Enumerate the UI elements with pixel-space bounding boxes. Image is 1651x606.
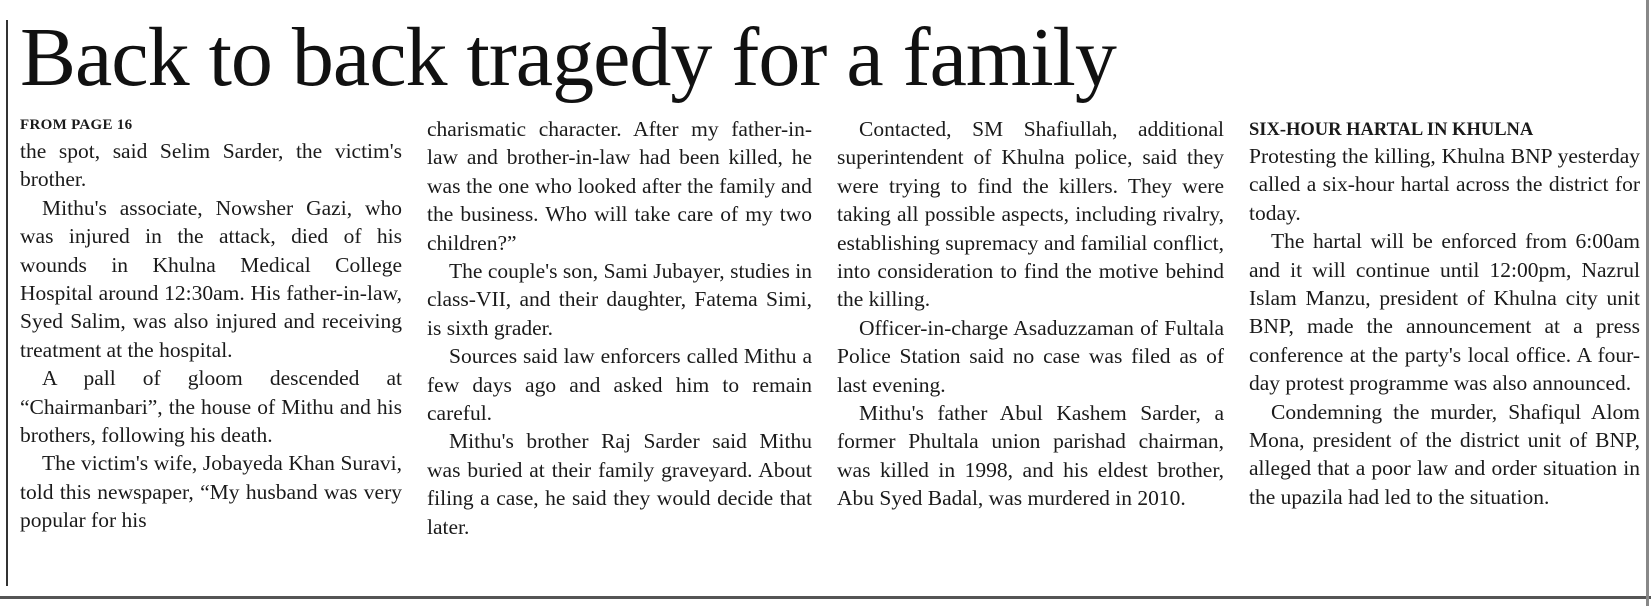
article-headline: Back to back tragedy for a family [20,11,1116,104]
paragraph: Condemning the murder, Shafiqul Alom Mona, president of the district unit of BNP, alleged that a poor law and order situation in the upazila had led to the situation. [1249,399,1640,509]
right-edge-rule [1646,0,1649,606]
paragraph: Mithu's brother Raj Sarder said Mithu was buried at their family graveyard. About filing a case, he said they would decide that later. [427,429,812,539]
paragraph: Mithu's associate, Nowsher Gazi, who was injured in the attack, died of his wounds in Khulna Medical College Hospital around 12:30am. His father-in-law, Syed Salim, was also injured and receiving treatment at the hospital. [20,195,402,362]
paragraph: the spot, said Selim Sarder, the victim's brother. [20,139,402,192]
paragraph: The couple's son, Sami Jubayer, studies in class-VII, and their daughter, Fatema Simi, is sixth grader. [427,259,812,340]
left-column-rule [6,20,8,586]
continuation-kicker: FROM PAGE 16 [20,117,133,133]
paragraph: Sources said law enforcers called Mithu a few days ago and asked him to remain careful. [427,344,812,426]
paragraph: Contacted, SM Shafiullah, additional superintendent of Khulna police, said they were trying to find the killers. They were taking all possible aspects, including rivalry, establishing supremacy and familial conflict, into consideration to find the motive behind the killing. [837,117,1224,312]
paragraph: A pall of gloom descended at “Chairmanbari”, the house of Mithu and his brothers, following his death. [20,366,402,448]
section-subhead: SIX-HOUR HARTAL IN KHULNA [1249,120,1534,140]
article-column-3 [837,115,1224,585]
paragraph: Officer-in-charge Asaduzzaman of Fultala Police Station said no case was filed as of last evening. [837,315,1224,397]
paragraph: The victim's wife, Jobayeda Khan Suravi, told this newspaper, “My husband was very popular for his [20,451,402,533]
bottom-rule [0,596,1651,599]
paragraph: Protesting the killing, Khulna BNP yesterday called a six-hour hartal across the district for today. [1249,144,1640,225]
article-column-1 [20,115,402,585]
article-column-2 [427,115,812,585]
paragraph: The hartal will be enforced from 6:00am and it will continue until 12:00pm, Nazrul Islam Manzu, president of Khulna city unit BNP, made the announcement at a press conference at the party's local office. A four-day protest programme was also announced. [1249,229,1640,396]
paragraph: Mithu's father Abul Kashem Sarder, a former Phultala union parishad chairman, was killed in 1998, and his eldest brother, Abu Syed Badal, was murdered in 2010. [837,401,1224,511]
paragraph: charismatic character. After my father-in-law and brother-in-law had been killed, he was the one who looked after the family and the business. Who will take care of my two children?” [427,117,812,255]
article-column-4 [1249,115,1640,585]
